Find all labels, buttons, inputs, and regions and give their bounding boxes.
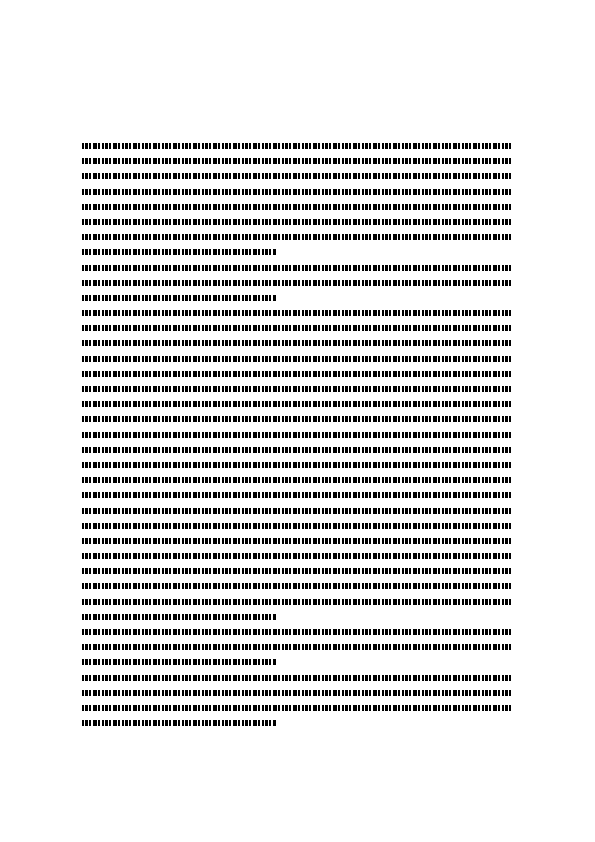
text-line (82, 690, 512, 696)
text-line (82, 644, 512, 650)
text-line (82, 189, 512, 195)
text-line (82, 325, 512, 331)
text-line (82, 523, 512, 529)
text-line (82, 416, 512, 422)
text-line (82, 295, 276, 301)
text-line (82, 356, 512, 362)
text-line (82, 492, 512, 498)
text-line (82, 265, 512, 271)
text-line (82, 386, 512, 392)
text-line (82, 249, 276, 255)
text-line (82, 568, 512, 574)
text-line (82, 508, 512, 514)
text-line (82, 477, 512, 483)
text-line (82, 158, 512, 164)
text-line (82, 599, 512, 605)
text-line (82, 219, 512, 225)
paragraph (82, 310, 512, 620)
document-body (82, 143, 512, 735)
paragraph (82, 629, 512, 665)
text-line (82, 447, 512, 453)
text-line (82, 401, 512, 407)
text-line (82, 629, 512, 635)
text-line (82, 720, 276, 726)
text-line (82, 432, 512, 438)
text-line (82, 173, 512, 179)
text-line (82, 659, 276, 665)
text-line (82, 538, 512, 544)
paragraph (82, 675, 512, 727)
text-line (82, 675, 512, 681)
paragraph (82, 265, 512, 301)
text-line (82, 280, 512, 286)
text-line (82, 583, 512, 589)
text-line (82, 340, 512, 346)
text-line (82, 371, 512, 377)
text-line (82, 614, 276, 620)
text-line (82, 204, 512, 210)
text-line (82, 462, 512, 468)
text-line (82, 310, 512, 316)
text-line (82, 143, 512, 149)
text-line (82, 705, 512, 711)
text-line (82, 553, 512, 559)
paragraph (82, 143, 512, 255)
text-line (82, 234, 512, 240)
